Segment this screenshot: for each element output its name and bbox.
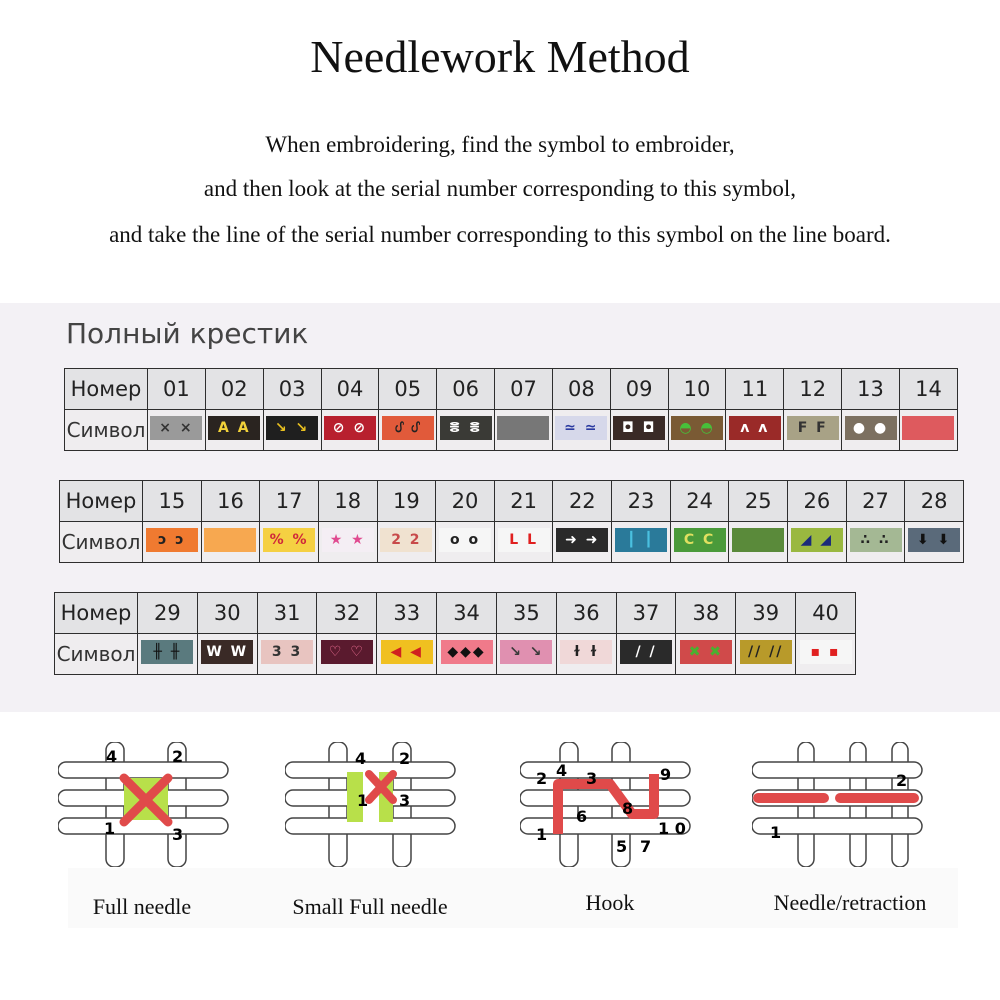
symbol-cell — [552, 410, 610, 451]
symbol-swatch — [902, 416, 954, 440]
label-1: 1 — [104, 819, 116, 838]
symbol-swatch: ⴻ ⴻ — [440, 416, 492, 440]
symbol-cell — [736, 634, 796, 675]
label-7: 7 — [640, 837, 652, 856]
symbol-cell — [201, 522, 260, 563]
number-row — [55, 593, 856, 634]
label-4: 4 — [106, 747, 118, 766]
symbol-cell — [138, 634, 198, 675]
intro-line-3: and take the line of the serial number corresponding to this symbol on the line board. — [109, 222, 891, 247]
symbol-cell — [842, 410, 900, 451]
label-3: 3 — [586, 769, 598, 788]
symbol-swatch: ◢ ◢ — [791, 528, 843, 552]
symbol-swatch: ◀ ◀ — [381, 640, 433, 664]
symbol-row-label: Символ — [55, 634, 138, 675]
thread-number: 10 — [668, 369, 726, 410]
caption-full-needle: Full needle — [92, 894, 192, 919]
symbol-swatch: W W — [201, 640, 253, 664]
thread-number: 38 — [676, 593, 736, 634]
label-1: 1 — [770, 823, 782, 842]
symbol-swatch: ◓ ◓ — [671, 416, 723, 440]
symbol-cell — [796, 634, 856, 675]
symbol-cell — [788, 522, 847, 563]
symbol-cell — [612, 522, 671, 563]
symbol-row-label: Символ — [65, 410, 148, 451]
thread-number: 28 — [905, 481, 964, 522]
thread-number: 02 — [205, 369, 263, 410]
number-row-label: Номер — [55, 593, 138, 634]
symbol-swatch: ◆◆◆ — [441, 640, 493, 664]
symbol-swatch: ▪ ▪ — [800, 640, 852, 664]
symbol-swatch: ɔ ɔ — [146, 528, 198, 552]
full-needle-diagram — [58, 742, 238, 867]
symbol-swatch: ● ● — [845, 416, 897, 440]
symbol-cell — [729, 522, 788, 563]
thread-number: 18 — [318, 481, 377, 522]
thread-number: 31 — [257, 593, 317, 634]
thread-number: 23 — [612, 481, 671, 522]
intro-line-2: and then look at the serial number corresponding to this symbol, — [203, 176, 797, 201]
symbol-swatch: ♡ ♡ — [321, 640, 373, 664]
symbol-cell — [496, 634, 556, 675]
number-row-label: Номер — [60, 481, 143, 522]
symbol-cell — [437, 634, 497, 675]
thread-number: 01 — [148, 369, 206, 410]
intro-line-1: When embroidering, find the symbol to embroider, — [265, 132, 735, 157]
symbol-swatch: ∴ ∴ — [850, 528, 902, 552]
symbol-cell — [846, 522, 905, 563]
number-row-label: Номер — [65, 369, 148, 410]
symbol-swatch: ★ ★ — [322, 528, 374, 552]
thread-number: 26 — [788, 481, 847, 522]
symbol-cell — [437, 410, 495, 451]
symbol-cell — [616, 634, 676, 675]
symbol-row — [60, 522, 964, 563]
symbol-table-2 — [59, 480, 964, 563]
thread-number: 35 — [496, 593, 556, 634]
symbol-swatch — [732, 528, 784, 552]
thread-number: 14 — [899, 369, 957, 410]
thread-number: 29 — [138, 593, 198, 634]
small-full-needle-diagram — [285, 742, 465, 867]
thread-number: 03 — [263, 369, 321, 410]
label-2: 2 — [896, 771, 908, 790]
label-1: 1 — [536, 825, 548, 844]
label-10: 1 0 — [658, 819, 686, 838]
thread-number: 08 — [552, 369, 610, 410]
symbol-table-3 — [54, 592, 856, 675]
label-3: 3 — [172, 825, 184, 844]
symbol-cell — [260, 522, 319, 563]
symbol-swatch: ➜ ➜ — [556, 528, 608, 552]
symbol-cell — [726, 410, 784, 451]
thread-number: 09 — [610, 369, 668, 410]
thread-number: 40 — [796, 593, 856, 634]
thread-number: 39 — [736, 593, 796, 634]
hook-diagram — [520, 742, 700, 867]
symbol-swatch: F F — [787, 416, 839, 440]
symbol-cell — [610, 410, 668, 451]
symbol-swatch: ↘ ↘ — [266, 416, 318, 440]
symbol-swatch: // // — [740, 640, 792, 664]
label-6: 6 — [576, 807, 588, 826]
symbol-cell — [899, 410, 957, 451]
thread-number: 16 — [201, 481, 260, 522]
symbol-cell — [377, 522, 436, 563]
thread-number: 05 — [379, 369, 437, 410]
label-2: 2 — [536, 769, 548, 788]
thread-number: 25 — [729, 481, 788, 522]
symbol-swatch: ᦔ ᦔ — [382, 416, 434, 440]
symbol-cell — [318, 522, 377, 563]
symbol-cell — [379, 410, 437, 451]
label-8: 8 — [622, 799, 634, 818]
label-2: 2 — [399, 749, 411, 768]
symbol-cell — [494, 522, 553, 563]
thread-number: 06 — [437, 369, 495, 410]
sheet-heading: Полный крестик — [66, 317, 309, 350]
symbol-row — [65, 410, 958, 451]
symbol-cell — [205, 410, 263, 451]
symbol-cell — [668, 410, 726, 451]
symbol-cell — [556, 634, 616, 675]
symbol-swatch: ✖ ✖ — [680, 640, 732, 664]
label-4: 4 — [556, 761, 568, 780]
symbol-swatch: ɫ ɫ — [560, 640, 612, 664]
symbol-cell — [317, 634, 377, 675]
label-2: 2 — [172, 747, 184, 766]
thread-number: 37 — [616, 593, 676, 634]
caption-needle-retraction: Needle/retraction — [773, 890, 927, 915]
thread-number: 20 — [436, 481, 495, 522]
symbol-swatch: ⊘ ⊘ — [324, 416, 376, 440]
symbol-cell — [670, 522, 729, 563]
thread-number: 34 — [437, 593, 497, 634]
thread-number: 11 — [726, 369, 784, 410]
stitch-diagrams — [0, 712, 1000, 1000]
symbol-swatch: % % — [263, 528, 315, 552]
symbol-swatch: 3 3 — [261, 640, 313, 664]
symbol-cell — [321, 410, 379, 451]
symbol-cell — [905, 522, 964, 563]
caption-hook: Hook — [585, 890, 635, 915]
symbol-cell — [197, 634, 257, 675]
symbol-swatch: ↘ ↘ — [500, 640, 552, 664]
thread-number: 15 — [143, 481, 202, 522]
symbol-swatch: C C — [674, 528, 726, 552]
symbol-cell — [263, 410, 321, 451]
number-row — [65, 369, 958, 410]
symbol-cell — [143, 522, 202, 563]
symbol-swatch — [497, 416, 549, 440]
symbol-swatch: A A — [208, 416, 260, 440]
symbol-swatch: / / — [620, 640, 672, 664]
thread-number: 21 — [494, 481, 553, 522]
symbol-cell — [553, 522, 612, 563]
symbol-row — [55, 634, 856, 675]
symbol-row-label: Символ — [60, 522, 143, 563]
label-9: 9 — [660, 765, 672, 784]
symbol-swatch: × × — [150, 416, 202, 440]
symbol-cell — [257, 634, 317, 675]
thread-number: 27 — [846, 481, 905, 522]
thread-number: 36 — [556, 593, 616, 634]
symbol-cell — [148, 410, 206, 451]
thread-number: 04 — [321, 369, 379, 410]
thread-number: 12 — [784, 369, 842, 410]
symbol-swatch: L L — [498, 528, 550, 552]
label-1: 1 — [357, 791, 369, 810]
thread-number: 24 — [670, 481, 729, 522]
symbol-cell — [377, 634, 437, 675]
page-title: Needlework Method — [310, 31, 690, 82]
number-row — [60, 481, 964, 522]
symbol-cell — [784, 410, 842, 451]
symbol-swatch — [204, 528, 256, 552]
symbol-swatch: o o — [439, 528, 491, 552]
symbol-swatch: ◘ ◘ — [613, 416, 665, 440]
thread-number: 07 — [495, 369, 553, 410]
label-3: 3 — [399, 791, 411, 810]
symbol-table-1 — [64, 368, 958, 451]
thread-number: 30 — [197, 593, 257, 634]
label-4: 4 — [355, 749, 367, 768]
symbol-swatch: ┃ ┃ — [615, 528, 667, 552]
thread-number: 13 — [842, 369, 900, 410]
thread-number: 32 — [317, 593, 377, 634]
thread-number: 19 — [377, 481, 436, 522]
symbol-swatch: 2 2 — [380, 528, 432, 552]
label-5: 5 — [616, 837, 628, 856]
symbol-swatch: ≃ ≃ — [555, 416, 607, 440]
thread-number: 33 — [377, 593, 437, 634]
symbol-cell — [495, 410, 553, 451]
symbol-swatch: ⬇ ⬇ — [908, 528, 960, 552]
symbol-swatch: ᴧ ᴧ — [729, 416, 781, 440]
symbol-cell — [436, 522, 495, 563]
symbol-swatch: ╫ ╫ — [141, 640, 193, 664]
symbol-cell — [676, 634, 736, 675]
thread-number: 22 — [553, 481, 612, 522]
thread-number: 17 — [260, 481, 319, 522]
needle-retraction-diagram — [752, 742, 932, 867]
caption-small-full-needle: Small Full needle — [292, 894, 448, 919]
